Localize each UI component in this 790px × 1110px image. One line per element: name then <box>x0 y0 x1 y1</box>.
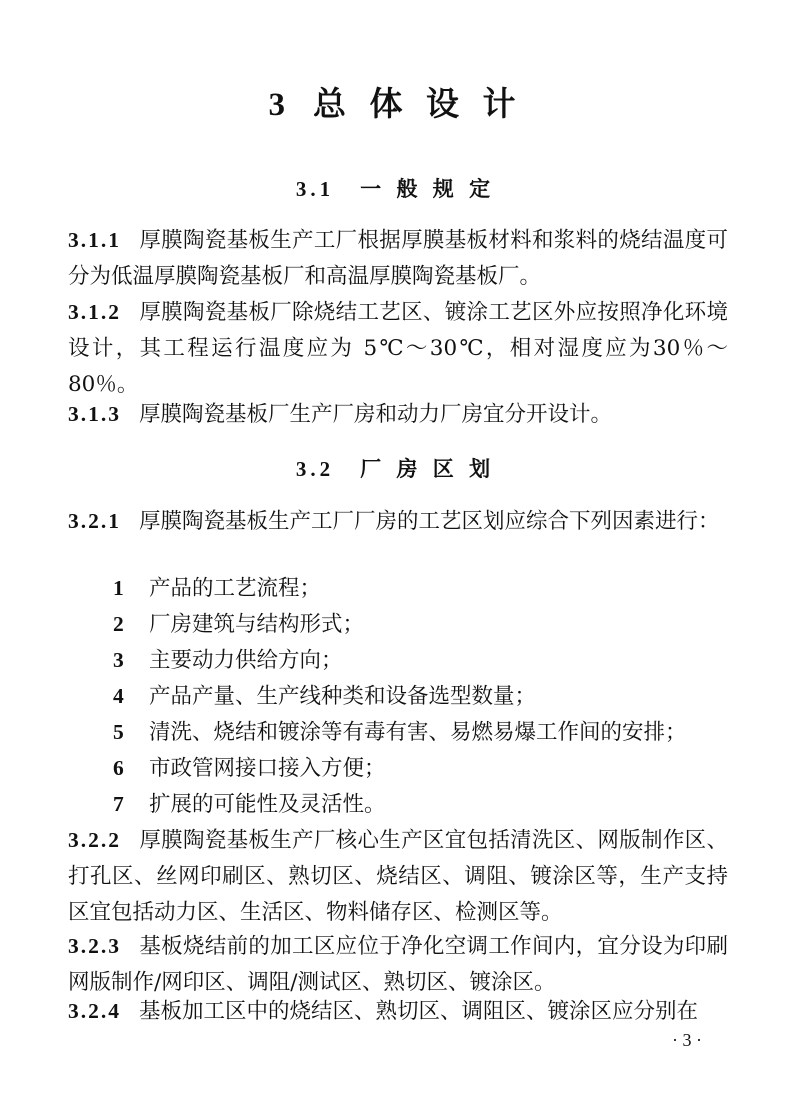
list-item <box>113 786 733 823</box>
section-number: 3.1 <box>295 177 335 201</box>
section-heading: 厂 房 区 划 <box>360 457 495 481</box>
list-item-text: 产品产量、生产线种类和设备选型数量； <box>149 684 537 709</box>
clause-number: 3.2.2 <box>68 828 121 852</box>
list-item-text: 主要动力供给方向； <box>149 648 343 673</box>
list-item-number: 7 <box>113 792 124 816</box>
chapter-number: 3 <box>268 87 292 123</box>
clause-text: 基板烧结前的加工区应位于净化空调工作间内，宜分设为印刷网版制作/网印区、调阻/测试区、熟切区、镀涂区。 <box>68 934 728 995</box>
list-item <box>113 750 733 787</box>
clause <box>68 503 728 540</box>
list-item-number: 6 <box>113 756 124 780</box>
list-item-text: 市政管网接口接入方便； <box>149 756 386 781</box>
clause <box>68 993 728 1030</box>
clause-number: 3.1.1 <box>68 228 121 252</box>
section-heading: 一 般 规 定 <box>360 177 495 201</box>
list-item-number: 2 <box>113 612 124 636</box>
list-item-text: 扩展的可能性及灵活性。 <box>149 792 386 817</box>
list-item <box>113 678 733 715</box>
clause-number: 3.1.2 <box>68 300 121 324</box>
section-title <box>0 173 790 203</box>
clause <box>68 294 728 403</box>
list-item-number: 4 <box>113 684 124 708</box>
page-number: · 3 · <box>672 1030 702 1050</box>
clause <box>68 222 728 295</box>
chapter-heading: 总 体 设 计 <box>313 84 522 123</box>
clause-text: 基板加工区中的烧结区、熟切区、调阻区、镀涂区应分别在 <box>139 999 699 1024</box>
clause <box>68 396 728 433</box>
list-item-number: 5 <box>113 720 124 744</box>
list-item <box>113 714 733 751</box>
clause-text: 厚膜陶瓷基板生产厂核心生产区宜包括清洗区、网版制作区、打孔区、丝网印刷区、熟切区、烧结区、调阻、镀涂区等，生产支持区宜包括动力区、生活区、物料储存区、检测区等。 <box>68 828 728 925</box>
clause <box>68 928 728 1001</box>
clause-number: 3.1.3 <box>68 402 121 426</box>
list-item-text: 厂房建筑与结构形式； <box>149 612 365 637</box>
section-title <box>0 453 790 483</box>
clause-number: 3.2.3 <box>68 934 121 958</box>
clause-number: 3.2.4 <box>68 999 121 1023</box>
list-item <box>113 642 733 679</box>
clause <box>68 822 728 931</box>
list-item <box>113 570 733 607</box>
clause-text: 厚膜陶瓷基板厂除烧结工艺区、镀涂工艺区外应按照净化环境设计，其工程运行温度应为 5℃～30℃，相对湿度应为30％～80％。 <box>68 300 728 397</box>
list-item-number: 3 <box>113 648 124 672</box>
section-number: 3.2 <box>295 457 335 481</box>
list-item-text: 清洗、烧结和镀涂等有毒有害、易燃易爆工作间的安排； <box>149 720 687 745</box>
list-item-text: 产品的工艺流程； <box>149 576 322 601</box>
clause-number: 3.2.1 <box>68 509 121 533</box>
list-item-number: 1 <box>113 576 124 600</box>
clause-text: 厚膜陶瓷基板生产工厂根据厚膜基板材料和浆料的烧结温度可分为低温厚膜陶瓷基板厂和高温厚膜陶瓷基板厂。 <box>68 228 728 289</box>
clause-text: 厚膜陶瓷基板生产工厂厂房的工艺区划应综合下列因素进行： <box>139 509 720 534</box>
chapter-title <box>0 78 790 125</box>
clause-text: 厚膜陶瓷基板厂生产厂房和动力厂房宜分开设计。 <box>139 402 613 427</box>
list-item <box>113 606 733 643</box>
